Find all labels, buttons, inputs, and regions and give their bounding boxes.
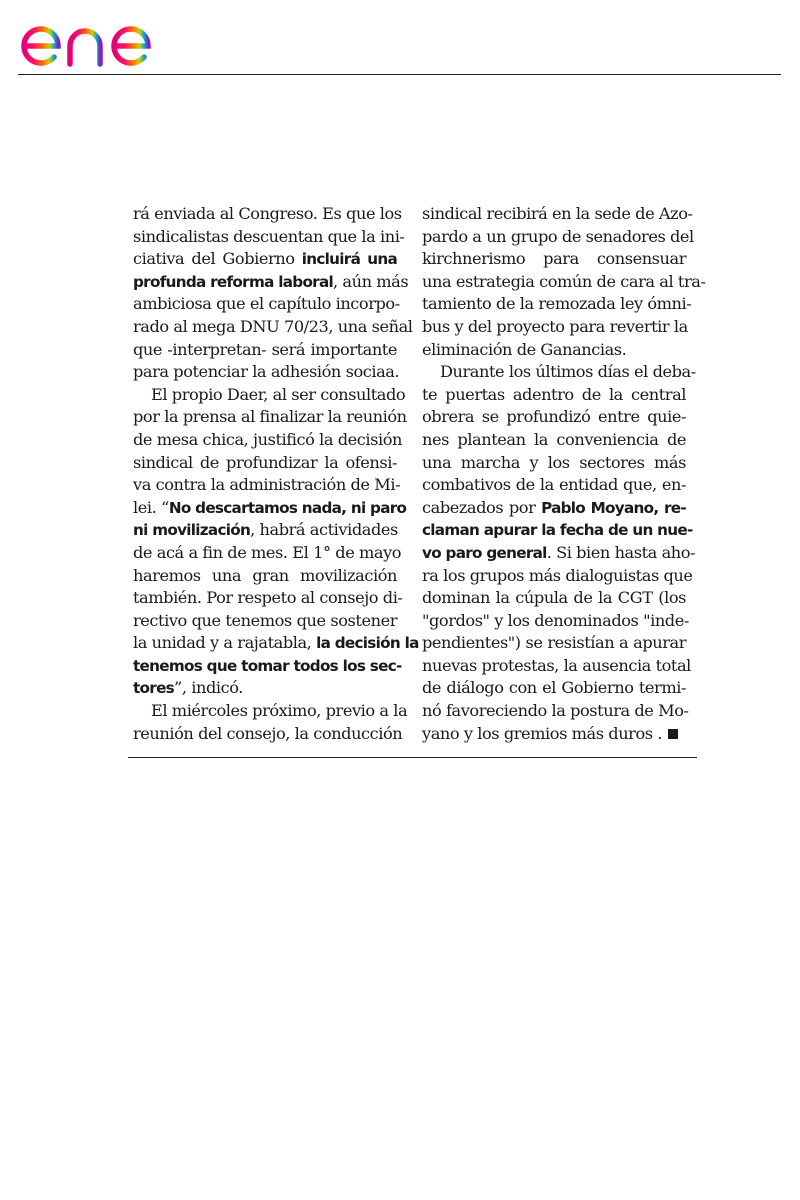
text-line: rado al mega DNU 70/23, una señal	[133, 316, 413, 336]
paragraph	[422, 361, 696, 745]
text-line: va contra la administración de Mi-	[133, 475, 401, 495]
text-line: bus y del proyecto para revertir la	[422, 316, 688, 336]
bold-quote: ni movilización	[133, 521, 251, 540]
enel-logo	[18, 6, 193, 70]
bold-quote: No descartamos nada, ni paro	[168, 498, 407, 517]
text-line	[133, 655, 402, 678]
text-line: la unidad y a rajatabla, la decisión la	[133, 633, 419, 653]
text-line: rá enviada al Congreso. Es que los	[133, 204, 402, 223]
text-line	[422, 519, 693, 542]
text-line: que -interpretan- será importante	[133, 339, 397, 359]
bold-quote: la decisión la	[316, 634, 419, 653]
text-line: una estrategia común de cara al tra-	[422, 271, 706, 291]
text-line: una marcha y los sectores más	[422, 452, 686, 472]
text-line: por la prensa al finalizar la reunión	[133, 407, 407, 427]
bold-text: claman apurar la fecha de un nue-	[422, 521, 693, 540]
text-line: combativos de la entidad que, en-	[422, 475, 686, 495]
article-bottom-divider	[128, 757, 697, 758]
text-line: haremos una gran movilización	[133, 565, 397, 585]
text-line: obrera se profundizó entre quie-	[422, 407, 686, 427]
text-line: El propio Daer, al ser consultado	[151, 384, 406, 404]
text-line: te puertas adentro de la central	[422, 384, 686, 404]
bold-quote: tenemos que tomar todos los sec-	[133, 656, 402, 675]
bold-text: Pablo Moyano, re-	[541, 498, 686, 517]
text-line: cabezados por Pablo Moyano, re-	[422, 497, 686, 517]
text-line: nuevas protestas, la ausencia total	[422, 655, 691, 675]
text-line: vo paro general. Si bien hasta aho-	[422, 542, 696, 562]
article-column-right	[422, 203, 706, 745]
text-line: pardo a un grupo de senadores del	[422, 226, 694, 246]
text-line: nó favoreciendo la postura de Mo-	[422, 701, 689, 721]
text-line: para potenciar la adhesión sociaa.	[133, 362, 400, 382]
article-column-left	[133, 203, 419, 745]
text-line: El miércoles próximo, previo a la	[151, 701, 408, 721]
bold-quote: tores	[133, 679, 175, 698]
paragraph	[133, 700, 408, 745]
text-line: ambiciosa que el capítulo incorpo-	[133, 294, 400, 314]
text-line: eliminación de Ganancias.	[422, 339, 627, 359]
text-line: yano y los gremios más duros .	[422, 723, 686, 746]
text-line: sindicalistas descuentan que la ini-	[133, 226, 405, 246]
text-line: ra los grupos más dialoguistas que	[422, 565, 693, 585]
end-of-article-square-icon	[668, 729, 678, 739]
text-line: ni movilización, habrá actividades	[133, 520, 398, 540]
text-line: ciativa del Gobierno incluirá una	[133, 249, 397, 269]
text-line: pendientes") se resistían a apurar	[422, 633, 686, 653]
text-line: sindical recibirá en la sede de Azo-	[422, 204, 693, 223]
text-line: reunión del consejo, la conducción	[133, 723, 403, 743]
text-line: dominan la cúpula de la CGT (los	[422, 588, 686, 608]
text-line: rectivo que tenemos que sostener	[133, 610, 397, 630]
text-line: Durante los últimos días el deba-	[440, 362, 696, 382]
text-line: de diálogo con el Gobierno termi-	[422, 678, 686, 698]
paragraph	[133, 384, 419, 700]
text-line: de mesa chica, justificó la decisión	[133, 429, 402, 449]
bold-text: vo paro general	[422, 543, 547, 562]
text-line: profunda reforma laboral, aún más	[133, 271, 409, 291]
header-divider	[18, 74, 781, 75]
text-line: nes plantean la conveniencia de	[422, 429, 686, 449]
text-line: tamiento de la remozada ley ómni-	[422, 294, 692, 314]
text-line: de acá a fin de mes. El 1° de mayo	[133, 542, 402, 562]
page-header	[0, 0, 800, 76]
text-line: sindical de profundizar la ofensi-	[133, 452, 397, 472]
text-line: kirchnerismo para consensuar	[422, 249, 686, 269]
paragraph	[422, 203, 706, 361]
text-line: lei. “No descartamos nada, ni paro	[133, 497, 407, 517]
text-line: también. Por respeto al consejo di-	[133, 588, 403, 608]
paragraph	[133, 203, 413, 384]
bold-text: incluirá una	[301, 250, 397, 269]
text-line: tores”, indicó.	[133, 678, 243, 698]
text-line: "gordos" y los denominados "inde-	[422, 610, 689, 630]
bold-text: profunda reforma laboral	[133, 272, 334, 291]
